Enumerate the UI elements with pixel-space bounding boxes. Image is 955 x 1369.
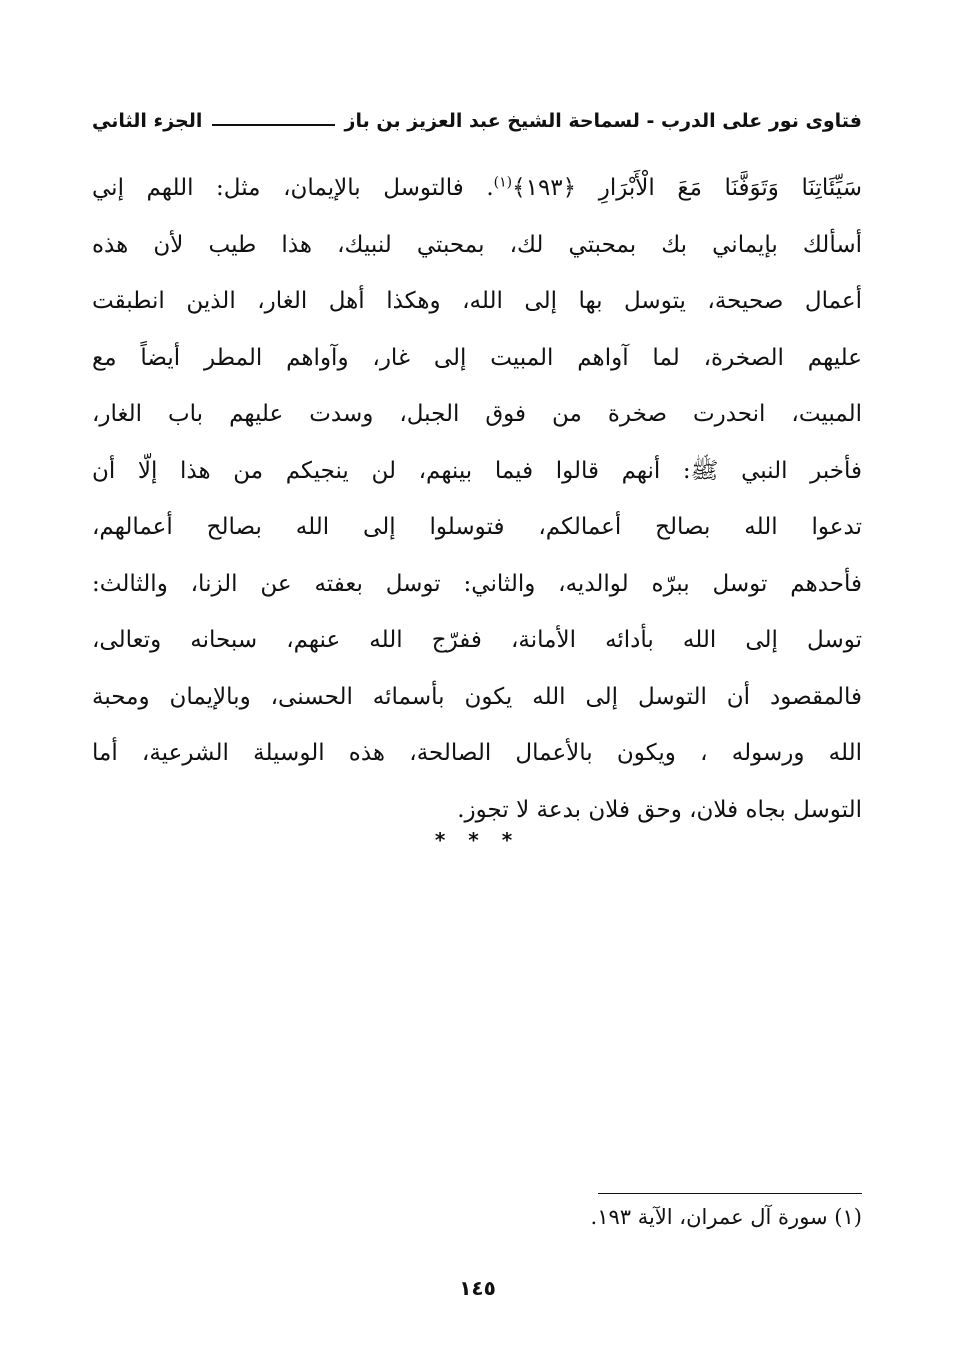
text-line: تدعوا الله بصالح أعمالكم، فتوسلوا إلى الله بصالح أعمالهم،	[92, 514, 862, 540]
text-line: عليهم الصخرة، لما آواهم المبيت إلى غار، وآواهم المطر أيضاً مع	[92, 344, 862, 371]
book-title: فتاوى نور على الدرب - لسماحة الشيخ عبد العزيز بن باز	[344, 110, 862, 132]
text-line: فالمقصود أن التوسل إلى الله يكون بأسمائه الحسنى، وبالإيمان ومحبة	[92, 683, 862, 710]
page-number: ١٤٥	[459, 1276, 496, 1300]
text-line	[92, 160, 862, 217]
text-line: التوسل بجاه فلان، وحق فلان بدعة لا تجوز.	[457, 796, 862, 823]
volume-label: الجزء الثاني	[92, 110, 203, 132]
text-line: فأخبر النبي ﷺ: أنهم قالوا فيما بينهم، لن ينجيكم من هذا إلّا أن	[92, 457, 862, 484]
text-line: فأحدهم توسل ببرّه لوالديه، والثاني: توسل بعفته عن الزنا، والثالث:	[92, 570, 862, 597]
footnote: (١) سورة آل عمران، الآية ١٩٣.	[590, 1205, 862, 1229]
quran-verse: سَيِّئَاتِنَا وَتَوَفَّنَا مَعَ الْأَبْرَارِ ﴿١٩٣﴾	[512, 175, 862, 201]
text-line: المبيت، انحدرت صخرة من فوق الجبل، وسدت عليهم باب الغار،	[92, 401, 862, 427]
text-line: أسألك بإيماني بك بمحبتي لك، بمحبتي لنبيك، هذا طيب لأن هذه	[92, 231, 862, 258]
main-text	[92, 160, 862, 838]
footnote-rule	[598, 1193, 862, 1194]
text-line: توسل إلى الله بأدائه الأمانة، ففرّج الله عنهم، سبحانه وتعالى،	[92, 627, 862, 653]
text-line: الله ورسوله ، ويكون بالأعمال الصالحة، هذه الوسيلة الشرعية، أما	[92, 740, 862, 766]
footnote-reference: (١)	[493, 174, 513, 191]
header-rule	[212, 124, 334, 126]
running-header	[92, 104, 862, 138]
text-segment: . فالتوسل بالإيمان، مثل: اللهم إني	[92, 175, 494, 201]
text-line: أعمال صحيحة، يتوسل بها إلى الله، وهكذا أهل الغار، الذين انطبقت	[92, 288, 862, 314]
section-separator: * * *	[434, 828, 521, 852]
